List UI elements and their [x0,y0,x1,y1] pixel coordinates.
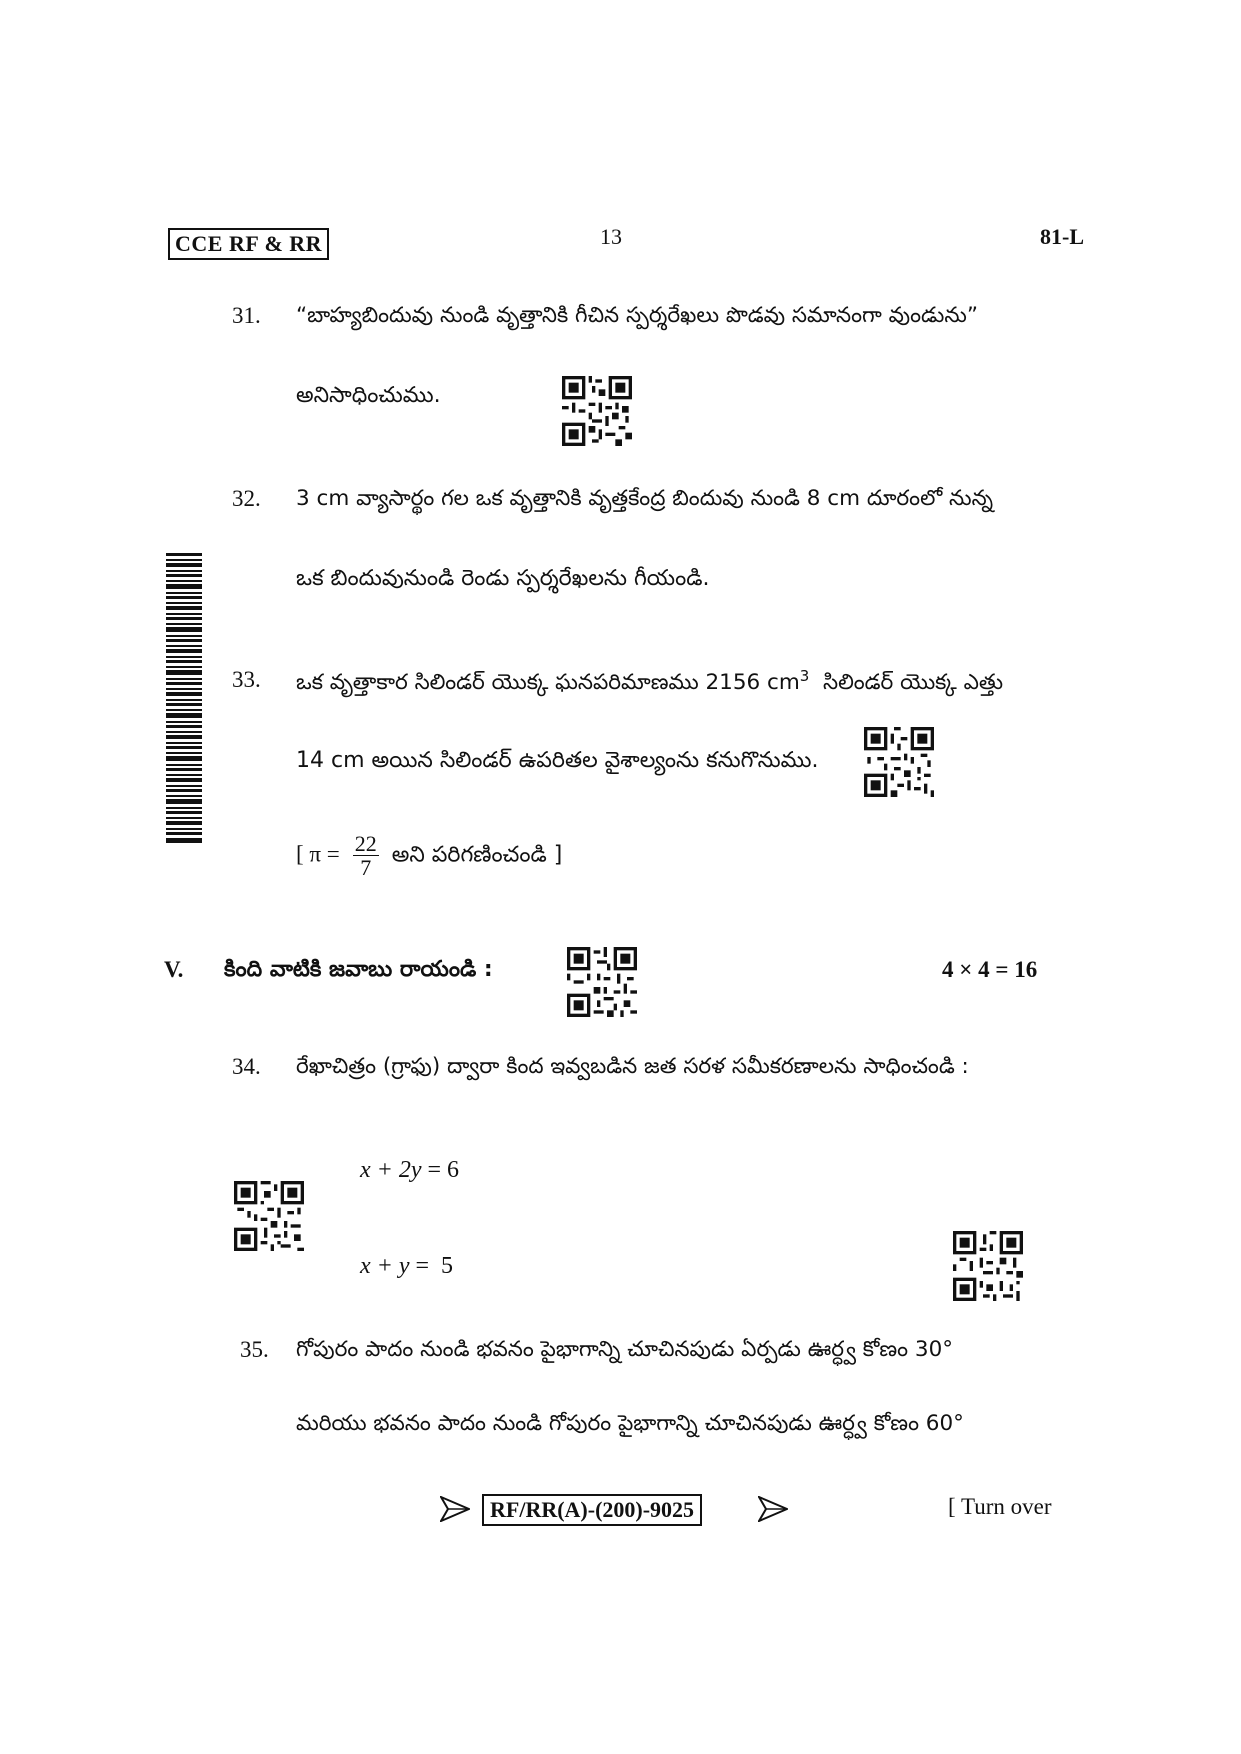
equation-lhs: x + 2y [360,1157,422,1183]
barcode-image [166,553,202,843]
footer-code-box [482,1494,702,1526]
question-number: 32. [232,486,261,511]
question-text: అనిసాధించుము. [296,383,441,408]
question-text: “బాహ్యబిందువు నుండి వృత్తానికి గీచిన స్పర్శరేఖలు పొడవు సమానంగా వుండును” [296,303,979,328]
qr-code-icon [234,1181,304,1251]
question-text: 14 cm అయిన సిలిండర్ ఉపరితల వైశాల్యంను కనుగొనుము. [296,748,819,773]
section-label: V. [164,957,184,982]
series-label: CCE RF & RR [175,231,323,256]
question-line [296,667,1003,700]
arrow-right-icon [758,1496,788,1522]
series-label-box [168,228,329,260]
question-number: 31. [232,303,261,328]
equation-lhs: x + y [360,1253,410,1279]
qr-code-icon [562,376,632,446]
question-number: 34. [232,1054,261,1079]
footer-code: RF/RR(A)-(200)-9025 [490,1497,695,1522]
fraction [353,832,379,879]
hint-text: అని పరిగణించండి ] [391,842,563,868]
question-text: ఒక బిందువునుండి రెండు స్పర్శరేఖలను గీయండి. [296,566,710,591]
section-instruction: కింది వాటికి జవాబు రాయండి : [224,957,493,982]
question-text: ఒక వృత్తాకార సిలిండర్ యొక్క ఘనపరిమాణము 2156 cm [296,670,800,696]
superscript: 3 [799,667,810,685]
turn-over-label: [ Turn over [948,1494,1052,1519]
equation-rhs: = 6 [427,1157,460,1183]
arrow-right-icon [440,1496,470,1522]
qr-code-icon [864,727,934,797]
hint-text: [ π = [296,841,340,867]
question-text: గోపురం పాదం నుండి భవనం పైభాగాన్ని చూచినపుడు ఏర్పడు ఊర్ధ్వ కోణం 30° [296,1337,954,1362]
paper-code: 81-L [1040,224,1084,249]
page-number: 13 [600,224,622,249]
hint-line [296,832,562,879]
question-number: 35. [240,1337,269,1362]
fraction-denominator: 7 [360,855,372,881]
question-number: 33. [232,667,261,692]
equation-rhs: = 5 [415,1253,454,1279]
question-text: 3 cm వ్యాసార్థం గల ఒక వృత్తానికి వృత్తకేంద్ర బిందువు నుండి 8 cm దూరంలో నున్న [296,486,994,511]
equation-1 [360,1157,459,1184]
section-marks: 4 × 4 = 16 [942,957,1038,982]
question-text: రేఖాచిత్రం (గ్రాఫు) ద్వారా కింద ఇవ్వబడిన జత సరళ సమీకరణాలను సాధించండి : [296,1054,969,1079]
fraction-numerator: 22 [354,831,377,856]
equation-2 [360,1253,453,1280]
qr-code-icon [567,947,637,1017]
question-text: సిలిండర్ యొక్క ఎత్తు [823,670,1004,696]
question-text: మరియు భవనం పాదం నుండి గోపురం పైభాగాన్ని చూచినపుడు ఊర్ధ్వ కోణం 60° [296,1411,964,1436]
qr-code-icon [953,1231,1023,1301]
